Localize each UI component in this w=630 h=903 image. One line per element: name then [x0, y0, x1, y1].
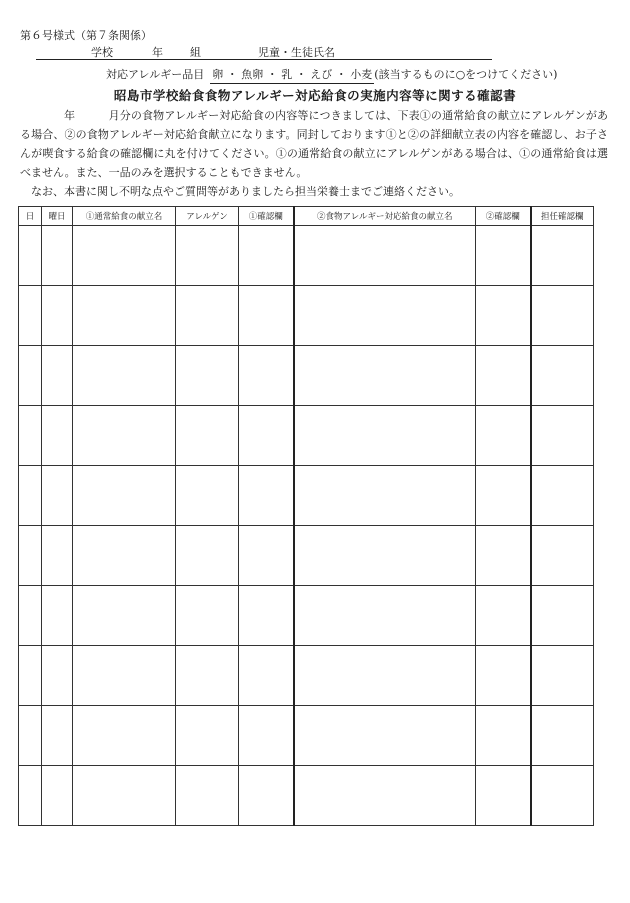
cell-allergy-menu[interactable] — [294, 406, 476, 466]
cell-weekday[interactable] — [42, 406, 73, 466]
cell-regular-check[interactable] — [239, 286, 294, 346]
col-allergen: アレルゲン — [176, 207, 239, 226]
cell-day[interactable] — [19, 586, 42, 646]
cell-weekday[interactable] — [42, 226, 73, 286]
cell-weekday[interactable] — [42, 466, 73, 526]
cell-regular-check[interactable] — [239, 526, 294, 586]
cell-weekday[interactable] — [42, 706, 73, 766]
cell-regular-menu[interactable] — [73, 586, 176, 646]
cell-day[interactable] — [19, 346, 42, 406]
cell-regular-check[interactable] — [239, 466, 294, 526]
cell-regular-menu[interactable] — [73, 526, 176, 586]
cell-teacher-check[interactable] — [531, 586, 594, 646]
col-teacher-check: 担任確認欄 — [531, 207, 594, 226]
cell-allergen[interactable] — [176, 466, 239, 526]
cell-allergy-menu[interactable] — [294, 586, 476, 646]
cell-allergen[interactable] — [176, 766, 239, 826]
allergy-note: (該当するものに○をつけてください) — [374, 68, 558, 81]
table-row — [19, 286, 594, 346]
cell-teacher-check[interactable] — [531, 226, 594, 286]
cell-allergy-check[interactable] — [476, 346, 531, 406]
cell-teacher-check[interactable] — [531, 706, 594, 766]
cell-day[interactable] — [19, 766, 42, 826]
cell-regular-menu[interactable] — [73, 346, 176, 406]
table-row — [19, 226, 594, 286]
table-row — [19, 346, 594, 406]
cell-allergen[interactable] — [176, 646, 239, 706]
col-weekday: 曜日 — [42, 207, 73, 226]
cell-regular-menu[interactable] — [73, 406, 176, 466]
menu-confirmation-table — [18, 206, 594, 826]
cell-allergy-check[interactable] — [476, 406, 531, 466]
year-label: 年 — [152, 46, 163, 59]
cell-allergy-menu[interactable] — [294, 526, 476, 586]
cell-allergy-check[interactable] — [476, 646, 531, 706]
allergy-row — [106, 66, 557, 84]
col-allergy-check: ②確認欄 — [476, 207, 531, 226]
cell-weekday[interactable] — [42, 646, 73, 706]
cell-allergy-check[interactable] — [476, 586, 531, 646]
cell-allergen[interactable] — [176, 706, 239, 766]
cell-allergy-menu[interactable] — [294, 226, 476, 286]
cell-weekday[interactable] — [42, 766, 73, 826]
student-name-label: 児童・生徒氏名 — [258, 46, 335, 59]
body-text — [20, 106, 608, 201]
cell-regular-check[interactable] — [239, 766, 294, 826]
document-title: 昭島市学校給食食物アレルギー対応給食の実施内容等に関する確認書 — [113, 88, 517, 103]
cell-day[interactable] — [19, 226, 42, 286]
table-row — [19, 766, 594, 826]
cell-allergy-check[interactable] — [476, 706, 531, 766]
cell-allergy-menu[interactable] — [294, 466, 476, 526]
cell-regular-menu[interactable] — [73, 766, 176, 826]
cell-teacher-check[interactable] — [531, 346, 594, 406]
table-header-row — [19, 207, 594, 226]
cell-weekday[interactable] — [42, 526, 73, 586]
cell-teacher-check[interactable] — [531, 286, 594, 346]
table-row — [19, 406, 594, 466]
allergy-label: 対応アレルギー品目 — [106, 68, 205, 81]
cell-teacher-check[interactable] — [531, 766, 594, 826]
cell-teacher-check[interactable] — [531, 646, 594, 706]
form-number: 第６号様式（第７条関係） — [20, 29, 152, 42]
allergy-items[interactable]: 卵 ・ 魚卵 ・ 乳 ・ えび ・ 小麦 — [210, 66, 374, 84]
table-row — [19, 586, 594, 646]
cell-regular-check[interactable] — [239, 586, 294, 646]
cell-allergy-menu[interactable] — [294, 286, 476, 346]
cell-allergy-check[interactable] — [476, 226, 531, 286]
cell-allergy-menu[interactable] — [294, 346, 476, 406]
cell-regular-check[interactable] — [239, 706, 294, 766]
col-regular-check: ①確認欄 — [239, 207, 294, 226]
class-label: 組 — [190, 46, 201, 59]
cell-allergen[interactable] — [176, 406, 239, 466]
table-row — [19, 466, 594, 526]
cell-regular-menu[interactable] — [73, 706, 176, 766]
cell-regular-check[interactable] — [239, 346, 294, 406]
col-allergy-menu: ②食物アレルギー対応給食の献立名 — [294, 207, 476, 226]
cell-day[interactable] — [19, 526, 42, 586]
cell-allergy-menu[interactable] — [294, 706, 476, 766]
table-row — [19, 526, 594, 586]
school-class-student-line — [36, 44, 492, 60]
cell-day[interactable] — [19, 286, 42, 346]
cell-teacher-check[interactable] — [531, 526, 594, 586]
cell-allergy-check[interactable] — [476, 466, 531, 526]
cell-allergen[interactable] — [176, 286, 239, 346]
col-day: 日 — [19, 207, 42, 226]
table-row — [19, 646, 594, 706]
school-label: 学校 — [91, 46, 113, 59]
cell-regular-check[interactable] — [239, 226, 294, 286]
cell-teacher-check[interactable] — [531, 466, 594, 526]
cell-allergen[interactable] — [176, 226, 239, 286]
cell-allergen[interactable] — [176, 346, 239, 406]
cell-teacher-check[interactable] — [531, 406, 594, 466]
cell-weekday[interactable] — [42, 346, 73, 406]
body-paragraph-1: 年 月分の食物アレルギー対応給食の内容等につきましては、下表①の通常給食の献立にアレルゲンがある場合、②の食物アレルギー対応給食献立になります。同封しております①と②の詳細献立表の内容を確認し、お子さんが喫食する給食の確認欄に丸を付けてください。①の通常給食の献立にアレルゲンがある場合は、①の通常給食は選べません。また、一品のみを選択することもできません。 — [20, 109, 608, 179]
cell-allergen[interactable] — [176, 526, 239, 586]
cell-regular-menu[interactable] — [73, 646, 176, 706]
cell-allergy-menu[interactable] — [294, 766, 476, 826]
cell-allergy-menu[interactable] — [294, 646, 476, 706]
cell-allergy-check[interactable] — [476, 526, 531, 586]
table-row — [19, 706, 594, 766]
cell-allergy-check[interactable] — [476, 286, 531, 346]
cell-day[interactable] — [19, 466, 42, 526]
cell-allergen[interactable] — [176, 586, 239, 646]
cell-day[interactable] — [19, 406, 42, 466]
cell-day[interactable] — [19, 706, 42, 766]
cell-day[interactable] — [19, 646, 42, 706]
col-regular-menu: ①通常給食の献立名 — [73, 207, 176, 226]
cell-regular-menu[interactable] — [73, 286, 176, 346]
cell-regular-menu[interactable] — [73, 466, 176, 526]
body-paragraph-2: なお、本書に関し不明な点やご質問等がありましたら担当栄養士までご連絡ください。 — [31, 185, 460, 198]
cell-allergy-check[interactable] — [476, 766, 531, 826]
cell-regular-menu[interactable] — [73, 226, 176, 286]
cell-weekday[interactable] — [42, 586, 73, 646]
cell-regular-check[interactable] — [239, 646, 294, 706]
cell-weekday[interactable] — [42, 286, 73, 346]
cell-regular-check[interactable] — [239, 406, 294, 466]
